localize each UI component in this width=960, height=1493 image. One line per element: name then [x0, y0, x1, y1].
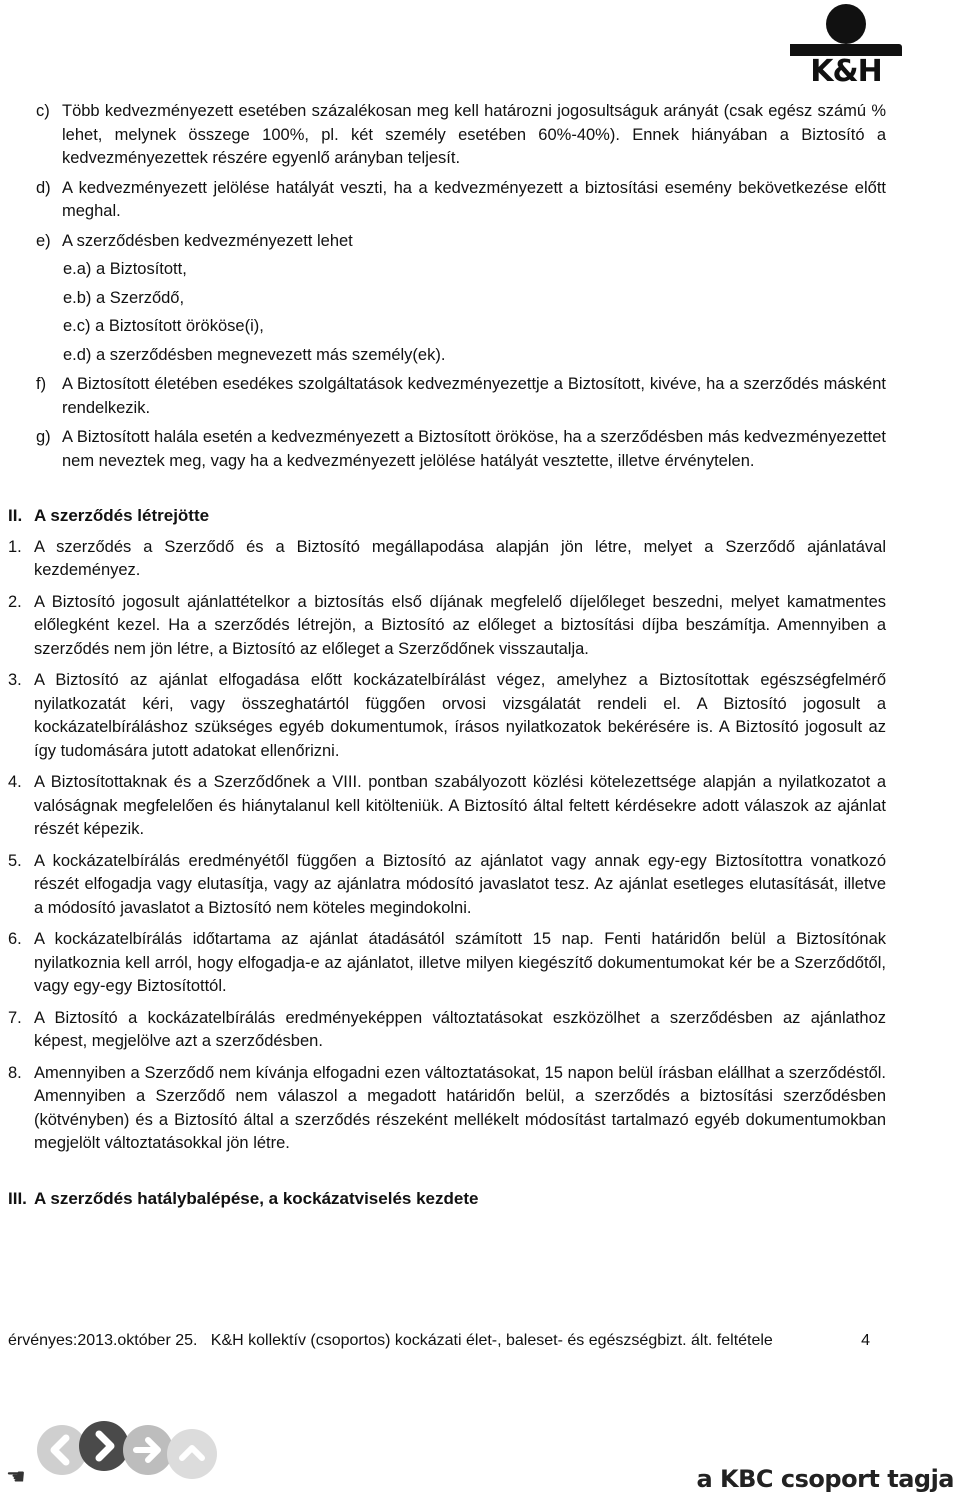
- kbc-tagline: a KBC csoport tagja: [696, 1465, 954, 1493]
- item-label: d): [36, 178, 51, 197]
- footer-text: érvényes:2013.október 25. K&H kollektív (csoportos) kockázati élet-, baleset- és egészségbizt. ált. feltétele: [8, 1332, 773, 1349]
- item-text: A Biztosított életében esedékes szolgáltatások kedvezményezettje a Biztosított, kivéve, ha a szerződés másként rendelkezik.: [62, 375, 886, 417]
- numbered-item-7: [8, 1007, 886, 1054]
- item-number: 5.: [8, 851, 22, 870]
- item-text: Több kedvezményezett esetében százalékosan meg kell határozni jogosultságuk arányát (csak egész számú % lehet, melynek összege 100%, pl. két személy esetében 60%-40%). Ennek hiányában a Biztosító a kedvezményezettek részére egyenlő arányban teljesít.: [62, 102, 886, 167]
- numbered-item-6: [8, 928, 886, 999]
- sub-item-ec: e.c) a Biztosított örököse(i),: [63, 317, 264, 335]
- item-text: A Biztosító a kockázatelbírálás eredményeképpen változtatásokat eszközölhet a szerződésben az ajánlathoz képest, megjelölve azt a szerződésben.: [34, 1008, 886, 1050]
- section-number: II.: [8, 506, 23, 525]
- list-item-g: [8, 426, 886, 473]
- logo-wordmark: K&H: [810, 54, 882, 89]
- item-text: A szerződés a Szerződő és a Biztosító megállapodása alapján jön létre, melyet a Szerződő ajánlatával kezdeményez.: [34, 537, 886, 579]
- page-footer: [8, 1329, 878, 1353]
- numbered-item-8: [8, 1062, 886, 1156]
- logo-circle: [826, 4, 866, 44]
- item-text: A Biztosított halála esetén a kedvezményezett a Biztosított örököse, ha a szerződésben más kedvezményezettet nem neveztek meg, vagy ha a kedvezményezett jelölése hatályát vesztette, illetve érvénytelen.: [62, 428, 886, 470]
- section-number: III.: [8, 1188, 27, 1208]
- section-title: A szerződés létrejötte: [34, 506, 210, 525]
- sub-item-ea: e.a) a Biztosított,: [63, 260, 187, 278]
- list-item-c: [8, 100, 886, 171]
- item-number: 4.: [8, 773, 22, 791]
- item-number: 6.: [8, 930, 22, 948]
- list-item-f: [8, 373, 886, 420]
- document-body: [8, 100, 886, 1210]
- item-text: A kedvezményezett jelölése hatályát veszti, ha a kedvezményezett a biztosítási esemény bekövetkezése előtt meghal.: [62, 178, 886, 220]
- kh-logo: [790, 4, 902, 90]
- item-number: 2.: [8, 592, 22, 611]
- page-number: 4: [861, 1332, 870, 1349]
- numbered-item-1: [8, 536, 886, 583]
- item-label: c): [36, 102, 50, 120]
- arrow-up-icon: [166, 1428, 218, 1480]
- item-text: Amennyiben a Szerződő nem kívánja elfogadni ezen változtatásokat, 15 napon belül írásban elállhat a szerződéstől. Amennyiben a Szerződő nem válaszol a megadott határidőn belül, a szerződés a biztosítási szerződésben (kötvényben) és a Biztosító által a szerződés részeként mellékelt módosítást tartalmazó egyéb dokumentumokban megjelölt változtatásokkal jön létre.: [34, 1063, 886, 1152]
- numbered-item-5: [8, 850, 886, 921]
- list-item-e: [8, 230, 886, 254]
- item-label: g): [36, 428, 51, 446]
- item-number: 1.: [8, 537, 22, 556]
- sub-item-eb: e.b) a Szerződő,: [63, 288, 185, 307]
- item-number: 3.: [8, 671, 22, 689]
- hand-icon: ☚: [6, 1464, 26, 1489]
- item-text: A Biztosító az ajánlat elfogadása előtt kockázatelbírálást végez, amelyhez a Biztosítottak egészségfelmérő nyilatkozatát kéri, vagy összeghatártól függően orvosi vizsgálatát rendeli el. A Biztosító jogosult a kockázatelbíráláshoz szükséges egyéb dokumentumok, írásos nyilatkozatok bekérésére is. A Biztosító jogosult az így tudomására jutott adatokat ellenőrizni.: [34, 671, 886, 760]
- item-text: A szerződésben kedvezményezett lehet: [62, 231, 353, 250]
- item-text: A Biztosítottaknak és a Szerződőnek a VIII. pontban szabályozott közlési kötelezettsége alapján a nyilatkozatot a valóságnak megfelelően és hiánytalanul kell kitölteniük. A Biztosító által feltett kérdésekre adott válaszok az ajánlat részét képezik.: [34, 773, 886, 838]
- section-heading-iii: [8, 1187, 886, 1211]
- numbered-item-4: [8, 771, 886, 842]
- item-text: A Biztosító jogosult ajánlattételkor a biztosítás első díjának megfelelő díjelőleget beszedni, melyet kamatmentes előlegként kezel. Ha a szerződés létrejön, a Biztosító az előleget a biztosítási díjba beszámítja. Amennyiben a szerződés nem jön létre, a Biztosító az előleget a Szerződőnek visszautalja.: [34, 592, 886, 658]
- item-number: 7.: [8, 1008, 22, 1027]
- list-item-d: [8, 177, 886, 224]
- item-number: 8.: [8, 1063, 22, 1082]
- item-label: e): [36, 231, 51, 250]
- numbered-item-3: [8, 669, 886, 763]
- section-heading-ii: [8, 504, 886, 528]
- sub-item-ed: e.d) a szerződésben megnevezett más személy(ek).: [63, 345, 446, 364]
- section-title: A szerződés hatálybalépése, a kockázatviselés kezdete: [34, 1188, 479, 1208]
- numbered-item-2: [8, 591, 886, 662]
- item-text: A kockázatelbírálás eredményétől függően a Biztosító az ajánlatot vagy annak egy-egy Biztosítottra vonatkozó részét elfogadja vagy elutasítja, vagy az ajánlatra módosító javaslatot tesz. Az ajánlat esetleges elutasítását, illetve a módosító javaslatot a Biztosító nem köteles megindokolni.: [34, 851, 886, 917]
- item-text: A kockázatelbírálás időtartama az ajánlat átadásától számított 15 nap. Fenti határidőn belül a Biztosítónak nyilatkoznia kell arról, hogy elfogadja-e az ajánlatot, illetve milyen kiegészítő dokumentumokat kér be a Szerződőtől, vagy egy-egy Biztosítottól.: [34, 930, 886, 995]
- item-label: f): [36, 375, 47, 393]
